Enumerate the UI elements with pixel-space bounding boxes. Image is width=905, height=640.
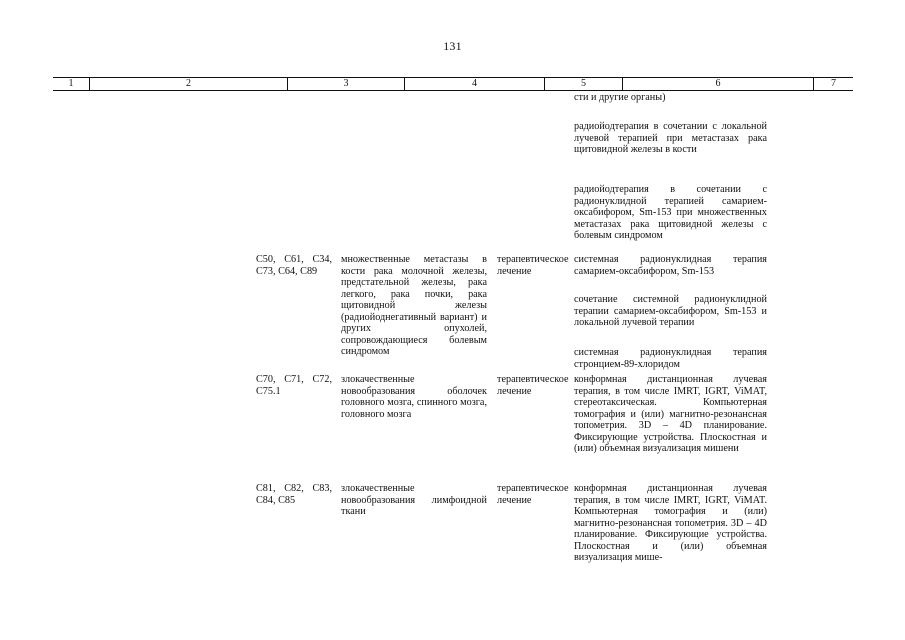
page-number: 131 xyxy=(443,39,462,53)
header-col-7: 7 xyxy=(813,78,853,90)
table-cell-description: множественные метастазы в кости рака молочной железы, предстательной железы, рака легкого, рака почки, рака щитовидной железы (радиойоднегативный вариант) и других опухолей, сопровождающиеся болевым синдромом xyxy=(341,254,487,357)
header-col-5: 5 xyxy=(544,78,622,90)
table-cell-technique: конформная дистанционная лучевая терапия, в том числе IMRT, IGRT, ViMAT. Компьютерная томография и (или) магнитно-резонансная топометрия. 3D – 4D планирование. Фиксирующие устройства. Плоскостная и (или) объемная визуализация мише- xyxy=(574,483,767,563)
table-cell-technique: сочетание системной радионуклидной терапии самарием-оксабифором, Sm-153 и локальной лучевой терапии xyxy=(574,294,767,328)
table-cell-method: терапевтическое лечение xyxy=(497,483,569,506)
table-cell-codes: C81, C82, C83, C84, C85 xyxy=(256,483,332,506)
header-col-3: 3 xyxy=(287,78,404,90)
table-cell-technique: радиойодтерапия в сочетании с локальной лучевой терапией при метастазах рака щитовидной железы в кости xyxy=(574,121,767,155)
header-col-6: 6 xyxy=(622,78,813,90)
table-cell-technique: системная радионуклидная терапия самарием-оксабифором, Sm-153 xyxy=(574,254,767,277)
table-header-row xyxy=(53,77,853,91)
header-col-4: 4 xyxy=(404,78,544,90)
table-cell-technique: системная радионуклидная терапия стронцием-89-хлоридом xyxy=(574,347,767,370)
table-cell-technique: радиойодтерапия в сочетании с радионуклидной терапией самарием-оксабифором, Sm-153 при множественных метастазах рака щитовидной железы с болевым синдромом xyxy=(574,184,767,241)
table-cell-method: терапевтическое лечение xyxy=(497,374,569,397)
table-cell-technique: сти и другие органы) xyxy=(574,92,666,103)
table-cell-technique: конформная дистанционная лучевая терапия, в том числе IMRT, IGRT, ViMAT, стереотаксическая. Компьютерная томография и (или) магнитно-резонансная топометрия. 3D – 4D планирование. Фиксирующие устройства. Плоскостная и (или) объемная визуализация мишени xyxy=(574,374,767,454)
table-cell-description: злокачественные новообразования лимфоидной ткани xyxy=(341,483,487,517)
table-cell-description: злокачественные новообразования оболочек головного мозга, спинного мозга, головного мозга xyxy=(341,374,487,420)
header-col-2: 2 xyxy=(89,78,287,90)
table-cell-method: терапевтическое лечение xyxy=(497,254,569,277)
header-col-1: 1 xyxy=(68,78,74,89)
table-cell-codes: C70, C71, C72, C75.1 xyxy=(256,374,332,397)
table-cell-codes: C50, C61, C34, C73, C64, C89 xyxy=(256,254,332,277)
